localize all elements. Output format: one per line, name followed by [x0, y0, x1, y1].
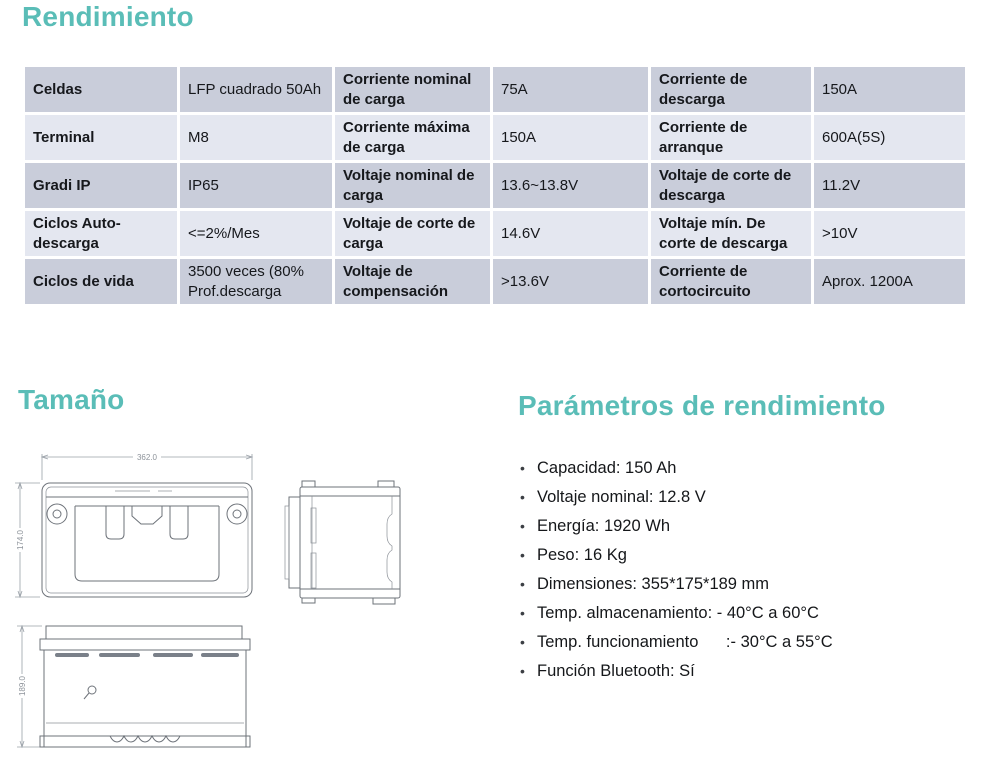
spec-table: [22, 64, 968, 307]
spec-value-cell: <=2%/Mes: [180, 211, 332, 256]
spec-label-cell: Celdas: [25, 67, 177, 112]
section-title-tamano: Tamaño: [18, 384, 125, 415]
param-list-item: [520, 574, 985, 594]
param-list-item: [520, 661, 985, 681]
spec-value-cell: 75A: [493, 67, 648, 112]
spec-table-row: [25, 67, 965, 112]
section-title-rendimiento: Rendimiento: [22, 1, 194, 32]
param-text: Capacidad: 150 Ah: [537, 459, 677, 477]
param-list-item: [520, 516, 985, 536]
param-text: Voltaje nominal: 12.8 V: [537, 488, 706, 506]
spec-label-cell: Voltaje de corte de descarga: [651, 163, 811, 208]
spec-table-row: [25, 259, 965, 304]
battery-top-view-drawing: [15, 453, 252, 597]
spec-value-cell: 3500 veces (80% Prof.descarga: [180, 259, 332, 304]
spec-label-cell: Corriente de cortocircuito: [651, 259, 811, 304]
spec-value-cell: 11.2V: [814, 163, 965, 208]
param-text: Peso: 16 Kg: [537, 546, 627, 564]
spec-value-cell: 600A(5S): [814, 115, 965, 160]
spec-label-cell: Voltaje mín. De corte de descarga: [651, 211, 811, 256]
spec-value-cell: >13.6V: [493, 259, 648, 304]
spec-label-cell: Terminal: [25, 115, 177, 160]
width-dimension-label: 362.0: [136, 453, 158, 462]
spec-label-cell: Voltaje de corte de carga: [335, 211, 490, 256]
param-list-item: [520, 458, 985, 478]
spec-value-cell: LFP cuadrado 50Ah: [180, 67, 332, 112]
param-text: Dimensiones: 355*175*189 mm: [537, 575, 770, 593]
bullet-icon: •: [520, 634, 525, 650]
battery-dimension-drawing: [0, 440, 510, 784]
depth-dimension-label: 174.0: [16, 529, 25, 551]
battery-side-view-drawing: [285, 481, 400, 604]
spec-label-cell: Voltaje nominal de carga: [335, 163, 490, 208]
spec-label-cell: Corriente de arranque: [651, 115, 811, 160]
param-text: Energía: 1920 Wh: [537, 517, 670, 535]
bullet-icon: •: [520, 460, 525, 476]
spec-value-cell: 13.6~13.8V: [493, 163, 648, 208]
bullet-icon: •: [520, 605, 525, 621]
spec-label-cell: Corriente de descarga: [651, 67, 811, 112]
spec-label-cell: Corriente nominal de carga: [335, 67, 490, 112]
bullet-icon: •: [520, 663, 525, 679]
bullet-icon: •: [520, 547, 525, 563]
param-text: Temp. funcionamiento :- 30°C a 55°C: [537, 633, 833, 651]
spec-value-cell: 150A: [493, 115, 648, 160]
spec-value-cell: M8: [180, 115, 332, 160]
param-list-item: [520, 487, 985, 507]
param-text: Función Bluetooth: Sí: [537, 662, 695, 680]
bullet-icon: •: [520, 489, 525, 505]
battery-front-view-drawing: [17, 626, 250, 747]
spec-label-cell: Ciclos de vida: [25, 259, 177, 304]
magnifier-icon: [84, 686, 96, 699]
spec-value-cell: 14.6V: [493, 211, 648, 256]
spec-label-cell: Ciclos Auto-descarga: [25, 211, 177, 256]
spec-table-row: [25, 115, 965, 160]
spec-label-cell: Voltaje de compensación: [335, 259, 490, 304]
spec-label-cell: Corriente máxima de carga: [335, 115, 490, 160]
param-text: Temp. almacenamiento: - 40°C a 60°C: [537, 604, 819, 622]
param-list-item: [520, 632, 985, 652]
param-list-item: [520, 603, 985, 623]
spec-table-body: [25, 67, 965, 304]
height-dimension-label: 189.0: [18, 675, 27, 697]
param-list-item: [520, 545, 985, 565]
performance-params-list: [520, 458, 985, 690]
spec-table-row: [25, 211, 965, 256]
section-title-parametros: Parámetros de rendimiento: [518, 390, 886, 421]
bullet-icon: •: [520, 576, 525, 592]
spec-label-cell: Gradi IP: [25, 163, 177, 208]
spec-value-cell: >10V: [814, 211, 965, 256]
spec-value-cell: Aprox. 1200A: [814, 259, 965, 304]
spec-value-cell: IP65: [180, 163, 332, 208]
spec-table-row: [25, 163, 965, 208]
spec-value-cell: 150A: [814, 67, 965, 112]
bullet-icon: •: [520, 518, 525, 534]
